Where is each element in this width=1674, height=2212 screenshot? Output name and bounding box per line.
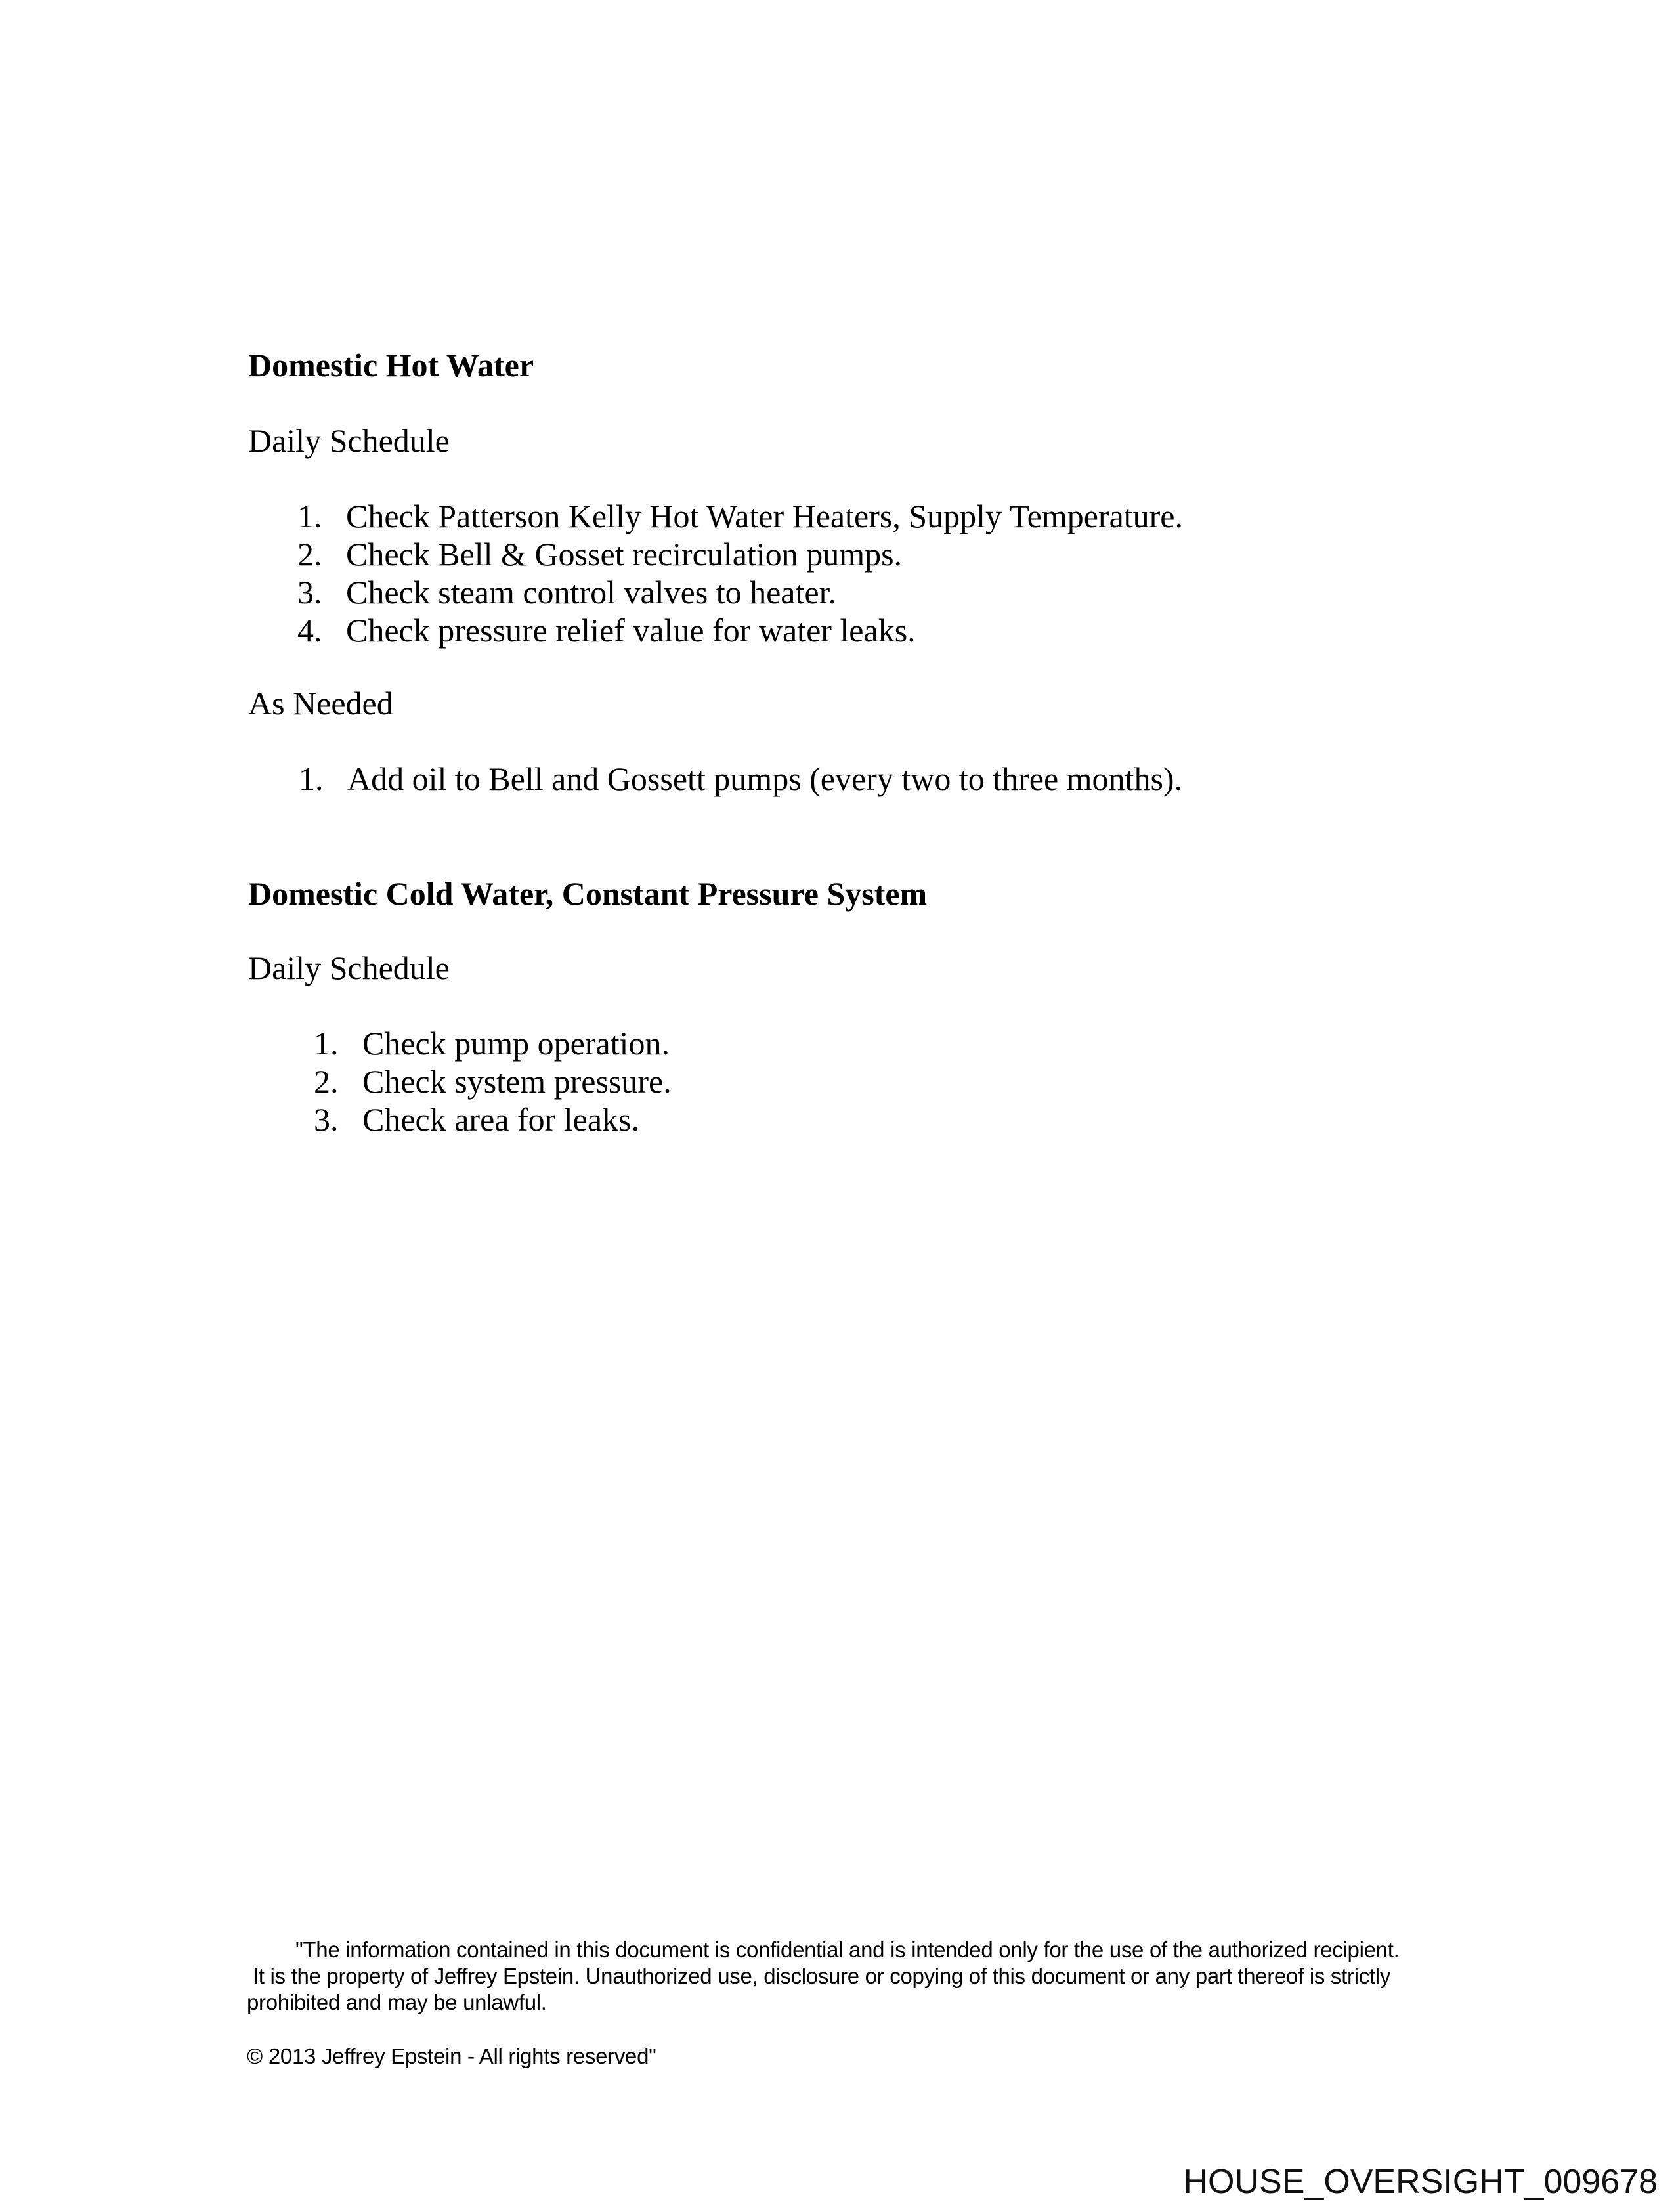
list-item xyxy=(297,573,1404,611)
list-item xyxy=(314,1024,1404,1062)
list-number: 1. xyxy=(314,1025,339,1062)
list-item xyxy=(297,535,1404,573)
disclaimer-line: prohibited and may be unlawful. xyxy=(247,1990,547,2014)
list-text: Check Bell & Gosset recirculation pumps. xyxy=(346,536,903,573)
copyright-line: © 2013 Jeffrey Epstein - All rights reserved" xyxy=(247,2044,656,2068)
list-number: 3. xyxy=(297,574,322,611)
list-text: Check system pressure. xyxy=(362,1063,672,1100)
bates-number: HOUSE_OVERSIGHT_009678 xyxy=(1183,2163,1658,2201)
list-number: 2. xyxy=(314,1063,339,1100)
list-text: Add oil to Bell and Gossett pumps (every two to three months). xyxy=(347,760,1183,797)
list-number: 2. xyxy=(297,536,322,573)
section-heading-hot-water: Domestic Hot Water xyxy=(248,347,534,383)
list-number: 1. xyxy=(297,498,322,534)
list-text: Check Patterson Kelly Hot Water Heaters, Supply Temperature. xyxy=(346,498,1183,534)
list-number: 1. xyxy=(299,760,324,797)
schedule-label-daily-1: Daily Schedule xyxy=(248,422,450,459)
schedule-label-daily-2: Daily Schedule xyxy=(248,949,450,986)
disclaimer-line: "The information contained in this document is confidential and is intended only for the use of the authorized recipient. xyxy=(295,1938,1400,1962)
list-item xyxy=(299,760,1404,798)
list-number: 4. xyxy=(297,612,322,649)
list-text: Check steam control valves to heater. xyxy=(346,574,836,611)
list-item xyxy=(314,1100,1404,1139)
document-body xyxy=(248,0,1404,1139)
list-text: Check area for leaks. xyxy=(362,1101,639,1138)
list-number: 3. xyxy=(314,1101,339,1138)
schedule-label-as-needed: As Needed xyxy=(248,685,393,722)
list-text: Check pump operation. xyxy=(362,1025,670,1062)
list-item xyxy=(297,497,1404,535)
footer-disclaimer xyxy=(247,1937,1399,2016)
list-item xyxy=(314,1062,1404,1100)
task-list-daily-2 xyxy=(248,1024,1404,1139)
task-list-as-needed xyxy=(248,760,1404,798)
disclaimer-line: It is the property of Jeffrey Epstein. Unauthorized use, disclosure or copying of this document or any part thereof is strictly xyxy=(247,1964,1391,1988)
list-item xyxy=(297,611,1404,649)
section-heading-cold-water: Domestic Cold Water, Constant Pressure System xyxy=(248,875,928,912)
task-list-daily-1 xyxy=(248,497,1404,649)
list-text: Check pressure relief value for water leaks. xyxy=(346,612,916,649)
